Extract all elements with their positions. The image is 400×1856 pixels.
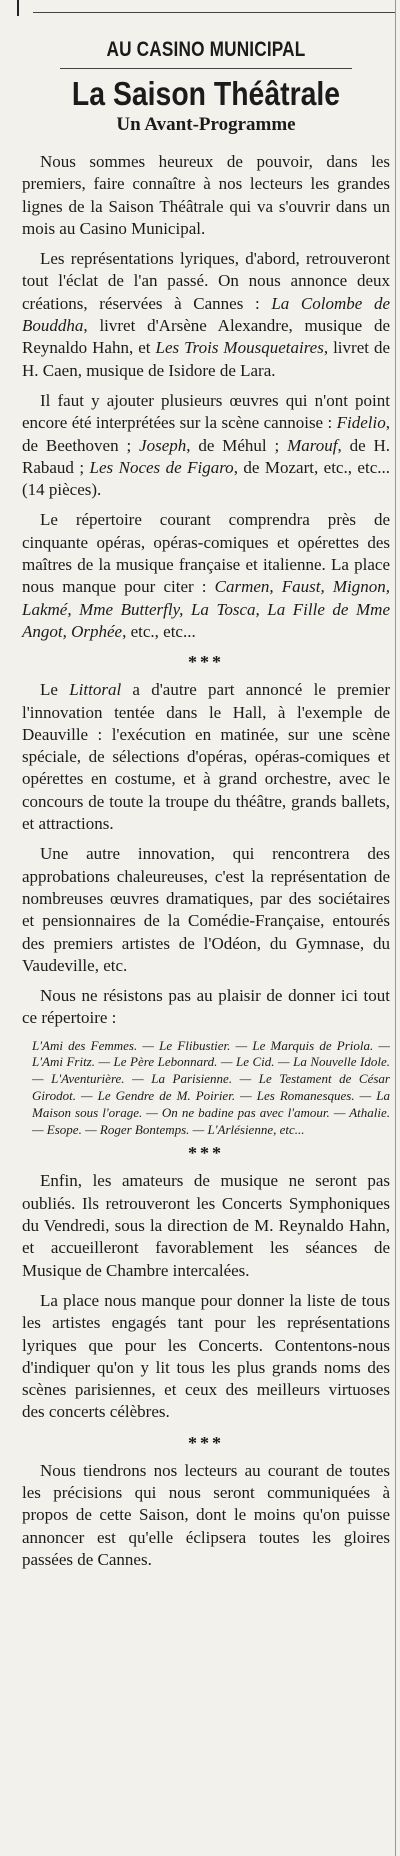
title-joseph: Joseph — [139, 435, 187, 455]
paragraph-5: Le Littoral a d'autre part annoncé le premier l'innovation tentée dans le Hall, à l'exemple de Deauville : l'exécution en matinée, sur une scène spéciale, de sélections d'opéras, opéras-comiques et opérettes en costume, et à grand orchestre, avec le concours de toute la troupe du théâtre, grands ballets, et attractions. — [22, 680, 391, 834]
paragraph-4: Le répertoire courant comprendra près de cinquante opéras, opéras-comiques et opérettes des maîtres de la musique française et italienne. La place nous manque pour citer : Carmen, Faust, Mignon, Lakmé, Mme Butterfly, La Tosca, La Fille de Mme Angot, Orphée, etc., etc... — [22, 510, 391, 641]
title-fidelio: Fidelio — [336, 413, 386, 433]
article-subhead: Un Avant-Programme — [116, 114, 296, 135]
column-rule-right — [395, 0, 396, 1856]
title-colombe: La Colombe de Bouddha — [22, 293, 390, 336]
section-separator-3: *** — [188, 1432, 224, 1453]
paragraph-6: Une autre innovation, qui rencontrera des approbations chaleureuses, c'est la représentation de nombreuses œuvres dramatiques, par des sociétaires et pensionnaires de la Comédie-Française, entourés des premiers artistes de l'Odéon, du Gymnase, du Vaudeville, etc. — [22, 844, 390, 975]
section-separator-1: *** — [188, 652, 224, 673]
title-littoral: Littoral — [69, 680, 122, 700]
title-mousquetaires: Les Trois Mousquetaires — [155, 338, 324, 358]
paragraph-9: La place nous manque pour donner la liste de tous les artistes engagés tant pour les représentations lyriques que pour les Concerts. Contentons-nous d'indiquer qu'on y lit tous les plus grands noms des scènes parisiennes, et ceux des meilleurs virtuoses des concerts célèbres. — [22, 1290, 390, 1422]
title-noces-figaro: Les Noces de Figaro — [89, 457, 234, 477]
section-separator-2: *** — [188, 1143, 224, 1164]
paragraph-7: Nous ne résistons pas au plaisir de donner ici tout ce répertoire : — [22, 986, 390, 1028]
opera-titles-list: Carmen, Faust, Mignon, Lakmé, Mme Butterfly, La Tosca, La Fille de Mme Angot, Orphée — [22, 577, 391, 641]
section-kicker: AU CASINO MUNICIPAL — [106, 38, 306, 61]
title-marouf: Marouf — [287, 435, 338, 455]
paragraph-8: Enfin, les amateurs de musique ne seront pas oubliés. Ils retrouveront les Concerts Symphoniques du Vendredi, sous la direction de M. Reynaldo Hahn, et accueilleront favorablement les séances de Musique de Chambre intercalées. — [22, 1171, 390, 1280]
paragraph-1: Nous sommes heureux de pouvoir, dans les premiers, faire connaître à nos lecteurs les grandes lignes de la Saison Théâtrale qui va s'ouvrir dans un mois au Casino Municipal. — [22, 152, 390, 238]
paragraph-3: Il faut y ajouter plusieurs œuvres qui n'ont point encore été interprétées sur la scène cannoise : Fidelio, de Beethoven ; Joseph, de Méhul ; Marouf, de H. Rabaud ; Les Noces de Figaro, de Mozart, etc., etc... (14 pièces). — [22, 390, 391, 500]
paragraph-2: Les représentations lyriques, d'abord, retrouveront tout l'éclat de l'an passé. On nous annonce deux créations, réservées à Cannes : La Colombe de Bouddha, livret d'Arsène Alexandre, musique de Reynaldo Hahn, et Les Trois Mousquetaires, livret de H. Caen, musique de Isidore de Lara. — [22, 249, 391, 380]
paragraph-10: Nous tiendrons nos lecteurs au courant de toutes les précisions qui nous seront communiquées à propos de cette Saison, dont le moins qu'on puisse annoncer est qu'elle éclipsera toutes les gloires passées de Cannes. — [22, 1460, 390, 1569]
article-headline: La Saison Théâtrale — [71, 75, 341, 112]
column-rule-left — [17, 0, 19, 16]
kicker-rule — [60, 68, 352, 69]
repertoire-list: L'Ami des Femmes. — Le Flibustier. — Le Marquis de Priola. — L'Ami Fritz. — Le Père Lebonnard. — Le Cid. — La Nouvelle Idole. — L'Aventurière. — La Parisienne. — Le Testament de César Girodot. — Le Gendre de M. Poirier. — Les Romanesques. — La Maison sous l'orage. — On ne badine pas avec l'amour. — Athalie. — Esope. — Roger Bontemps. — L'Arlésienne, etc... — [32, 1037, 390, 1137]
